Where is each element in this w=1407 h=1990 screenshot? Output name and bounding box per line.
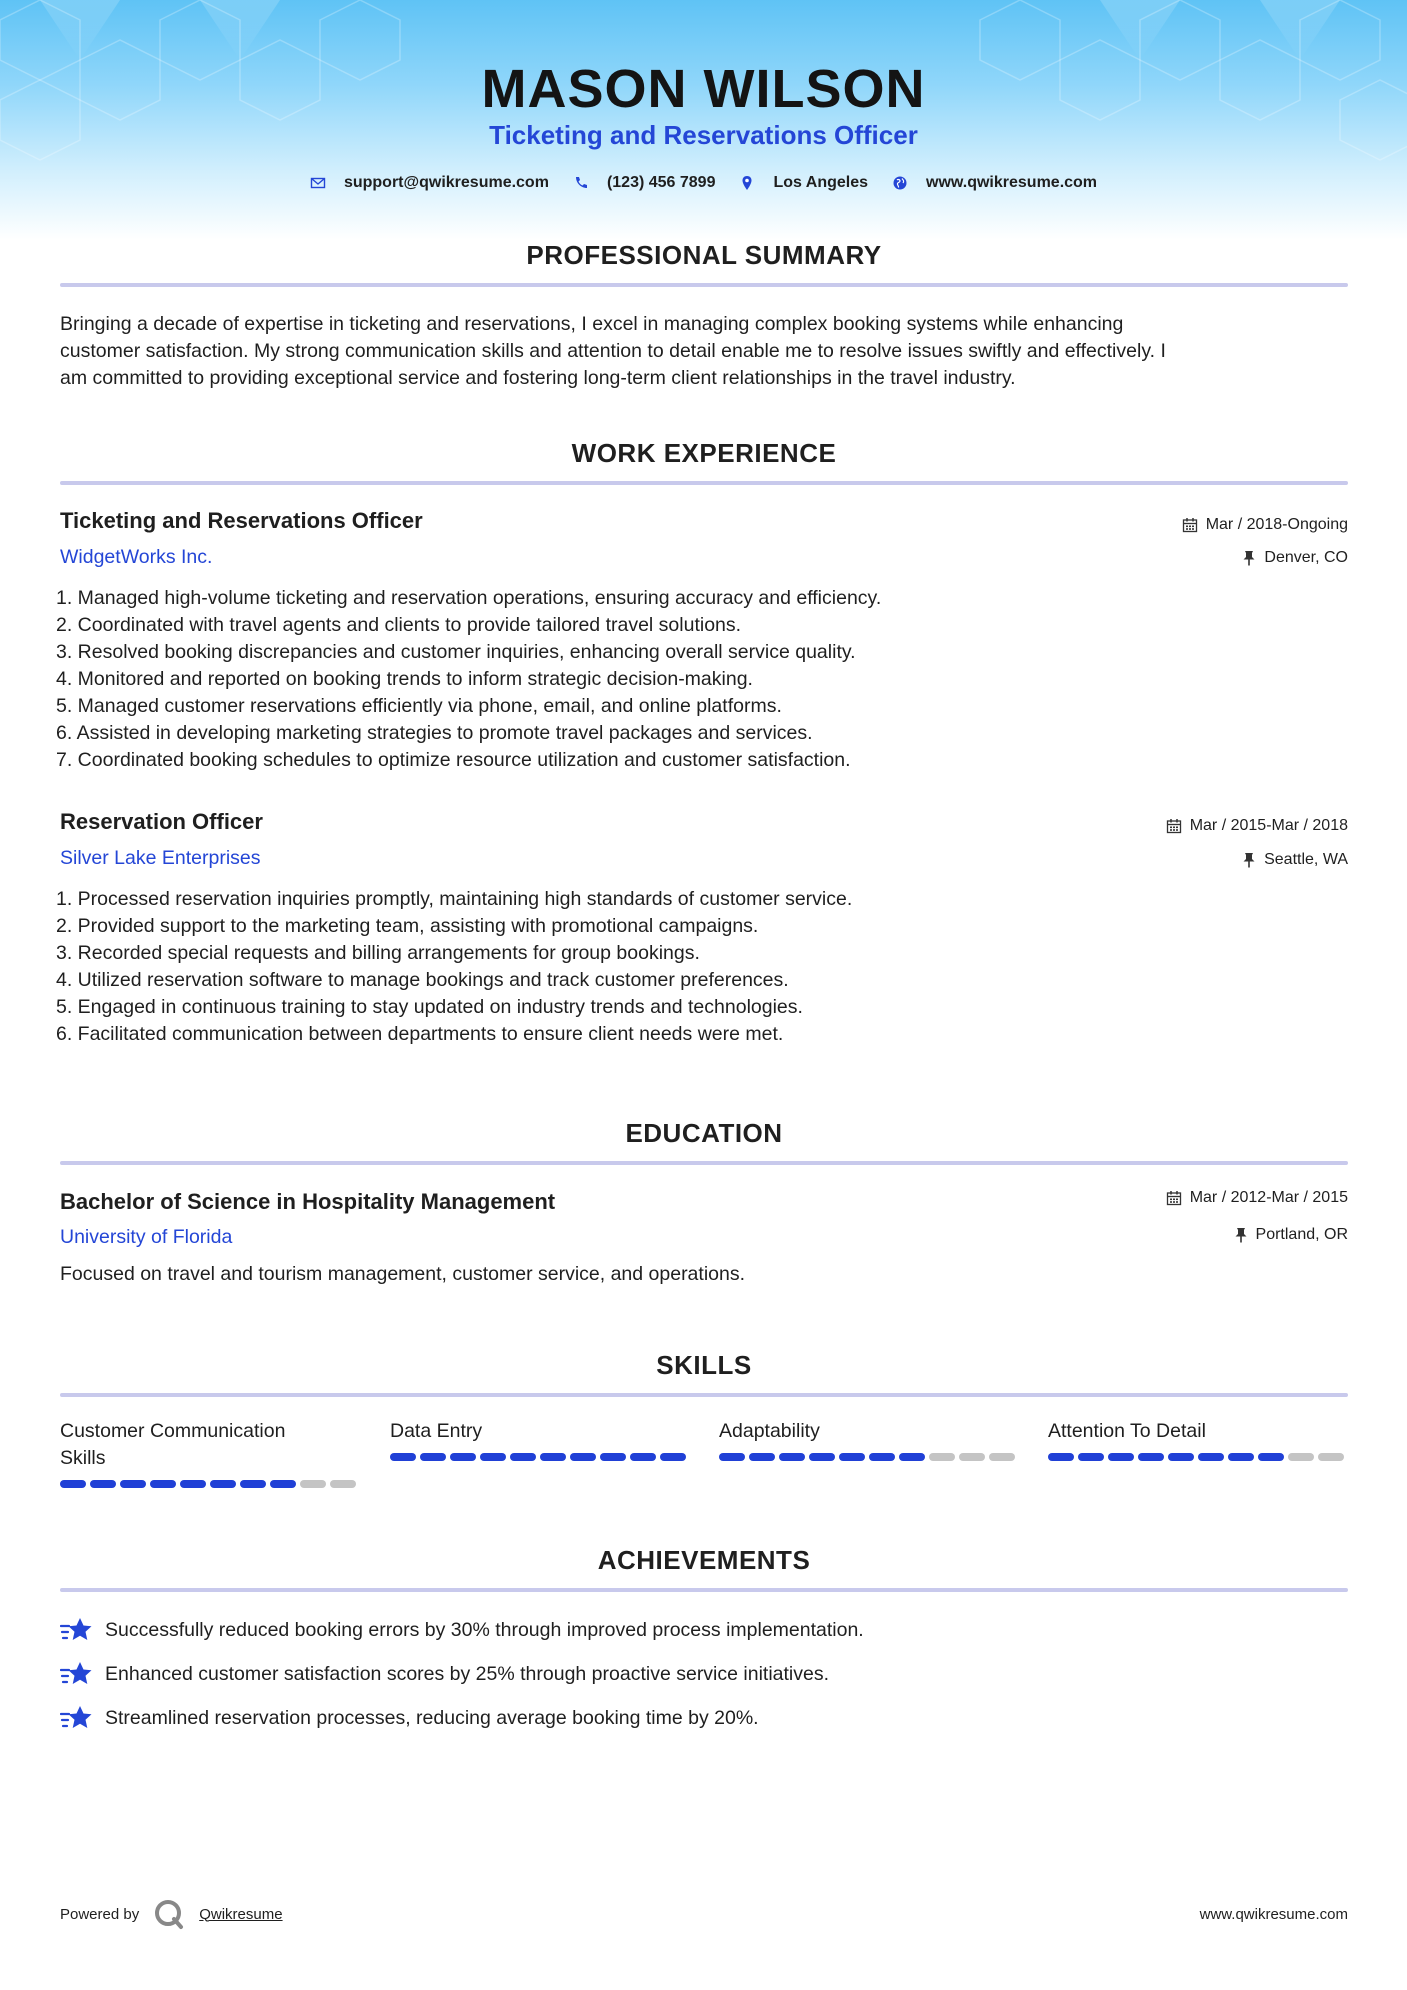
list-item: 4. Utilized reservation software to manage bookings and track customer preferences. [56,969,789,991]
summary-line: am committed to providing exceptional service and fostering long-term client relationships in the travel industry. [60,367,1016,389]
skill-level-segment [719,1453,745,1461]
map-pin-icon [739,175,755,191]
skill-level-segment [1228,1453,1254,1461]
achievements-heading: ACHIEVEMENTS [597,1545,811,1575]
education-location-text: Portland, OR [1255,1226,1348,1243]
contact-location-text: Los Angeles [773,174,869,191]
skill-level-segment [600,1453,626,1461]
skill-name [719,1418,1019,1445]
pushpin-icon [1234,1227,1248,1243]
skill-item [1048,1418,1348,1461]
skill-level-segment [660,1453,686,1461]
skill-name [60,1418,360,1472]
skill-level-segment [1078,1453,1104,1461]
summary-text [60,311,1348,392]
skill-level-segment [480,1453,506,1461]
skill-level-segment [630,1453,656,1461]
contact-email[interactable] [310,174,549,192]
skill-name [1048,1418,1348,1445]
skill-level-segment [210,1480,236,1488]
skills-divider [60,1393,1348,1397]
pushpin-icon [1242,550,1256,566]
company-name: WidgetWorks Inc. [60,546,213,568]
skill-level-segment [390,1453,416,1461]
skill-level-segment [1288,1453,1314,1461]
skill-item [60,1418,360,1488]
list-item: 6. Facilitated communication between departments to ensure client needs were met. [56,1023,784,1045]
education-divider [60,1161,1348,1165]
skill-level-segment [300,1480,326,1488]
list-item: 4. Monitored and reported on booking trends to inform strategic decision-making. [56,668,753,690]
pushpin-icon [1242,852,1256,868]
achievement-item [60,1705,759,1731]
star-icon [60,1661,93,1687]
contact-phone-text: (123) 456 7899 [606,174,716,191]
skill-level-segment [420,1453,446,1461]
skill-level-bar [1048,1453,1348,1461]
contact-phone[interactable] [573,174,716,192]
phone-icon [573,175,589,191]
job-date-text: Mar / 2018-Ongoing [1205,516,1348,533]
skill-level-segment [989,1453,1015,1461]
skill-level-segment [90,1480,116,1488]
contact-bar [0,174,1407,192]
skill-level-segment [1318,1453,1344,1461]
skill-level-segment [1258,1453,1284,1461]
skill-level-segment [929,1453,955,1461]
job-title: Reservation Officer [60,809,263,834]
star-icon [60,1705,93,1731]
job-date [1166,817,1348,835]
job-title: Ticketing and Reservations Officer [60,508,423,533]
list-item: 2. Coordinated with travel agents and clients to provide tailored travel solutions. [56,614,742,636]
summary-heading: PROFESSIONAL SUMMARY [526,240,882,270]
skill-level-segment [180,1480,206,1488]
calendar-icon [1166,818,1182,834]
list-item: 5. Managed customer reservations efficiently via phone, email, and online platforms. [56,695,782,717]
skill-name-line: Customer Communication [60,1420,286,1442]
skill-level-segment [1198,1453,1224,1461]
summary-line: customer satisfaction. My strong communication skills and attention to detail enable me to resolve issues swiftly and effectively. I [60,340,1166,362]
degree-title: Bachelor of Science in Hospitality Management [60,1189,556,1214]
job-location [1242,549,1348,567]
skill-level-segment [1048,1453,1074,1461]
qwikresume-logo-icon [153,1898,185,1930]
calendar-icon [1182,517,1198,533]
skill-level-segment [510,1453,536,1461]
skill-level-segment [839,1453,865,1461]
footer-website[interactable]: www.qwikresume.com [1199,1906,1348,1923]
achievement-text: Successfully reduced booking errors by 30% through improved process implementation. [105,1618,864,1641]
achievement-text: Streamlined reservation processes, reducing average booking time by 20%. [105,1706,759,1729]
job-location-text: Seattle, WA [1264,851,1348,868]
achievement-item [60,1617,864,1643]
education-heading: EDUCATION [625,1118,783,1148]
skill-level-segment [749,1453,775,1461]
skills-heading: SKILLS [656,1350,752,1380]
contact-website[interactable] [892,174,1097,192]
skill-level-segment [330,1480,356,1488]
list-item: 1. Processed reservation inquiries promptly, maintaining high standards of customer service. [56,888,853,910]
skill-name-line: Adaptability [719,1420,820,1442]
candidate-title: Ticketing and Reservations Officer [489,120,918,150]
skill-level-segment [1108,1453,1134,1461]
skill-level-bar [60,1480,360,1488]
skill-level-segment [779,1453,805,1461]
skill-name-line: Attention To Detail [1048,1420,1206,1442]
skill-level-segment [240,1480,266,1488]
list-item: 5. Engaged in continuous training to stay updated on industry trends and technologies. [56,996,803,1018]
skill-level-bar [390,1453,690,1461]
list-item: 6. Assisted in developing marketing strategies to promote travel packages and services. [56,722,813,744]
skill-level-segment [60,1480,86,1488]
experience-heading: WORK EXPERIENCE [571,438,837,468]
job-date-text: Mar / 2015-Mar / 2018 [1189,817,1348,834]
skill-level-segment [1168,1453,1194,1461]
skill-level-segment [809,1453,835,1461]
contact-location [739,174,868,192]
skill-level-segment [959,1453,985,1461]
skill-level-segment [120,1480,146,1488]
skill-level-segment [450,1453,476,1461]
list-item: 7. Coordinated booking schedules to optimize resource utilization and customer satisfaction. [56,749,851,771]
job-location [1242,851,1348,869]
summary-line: Bringing a decade of expertise in ticketing and reservations, I excel in managing complex booking systems while enhancing [60,313,1124,335]
job-location-text: Denver, CO [1264,549,1348,566]
calendar-icon [1166,1190,1182,1206]
skill-level-segment [1138,1453,1164,1461]
skill-level-segment [869,1453,895,1461]
education-location [1234,1226,1348,1244]
qwikresume-link[interactable]: Qwikresume [199,1905,283,1923]
star-icon [60,1617,93,1643]
education-date-text: Mar / 2012-Mar / 2015 [1189,1189,1348,1206]
skill-level-bar [719,1453,1019,1461]
skill-level-segment [570,1453,596,1461]
skill-level-segment [540,1453,566,1461]
globe-icon [892,175,908,191]
envelope-icon [310,175,326,191]
skill-item [719,1418,1019,1461]
footer-branding [60,1898,283,1930]
contact-website-text: www.qwikresume.com [926,174,1098,191]
achievement-text: Enhanced customer satisfaction scores by 25% through proactive service initiatives. [105,1662,830,1685]
company-name: Silver Lake Enterprises [60,847,261,869]
powered-by-label: Powered by [60,1905,140,1923]
contact-email-text: support@qwikresume.com [343,174,549,191]
summary-divider [60,283,1348,287]
list-item: 3. Recorded special requests and billing arrangements for group bookings. [56,942,700,964]
list-item: 2. Provided support to the marketing team, assisting with promotional campaigns. [56,915,759,937]
job-responsibilities [56,886,852,1048]
skill-name-line: Skills [60,1447,106,1469]
job-date [1182,516,1348,534]
education-date [1166,1189,1348,1207]
list-item: 1. Managed high-volume ticketing and reservation operations, ensuring accuracy and efficiency. [56,587,882,609]
education-description: Focused on travel and tourism management, customer service, and operations. [60,1263,746,1285]
skill-level-segment [899,1453,925,1461]
school-name: University of Florida [60,1226,233,1248]
skill-name-line: Data Entry [390,1420,483,1442]
list-item: 3. Resolved booking discrepancies and customer inquiries, enhancing overall service quality. [56,641,856,663]
skill-level-segment [270,1480,296,1488]
skill-name [390,1418,690,1445]
achievements-divider [60,1588,1348,1592]
achievement-item [60,1661,829,1687]
experience-divider [60,481,1348,485]
skill-item [390,1418,690,1461]
job-responsibilities [56,585,881,774]
candidate-name: MASON WILSON [481,59,926,119]
skill-level-segment [150,1480,176,1488]
